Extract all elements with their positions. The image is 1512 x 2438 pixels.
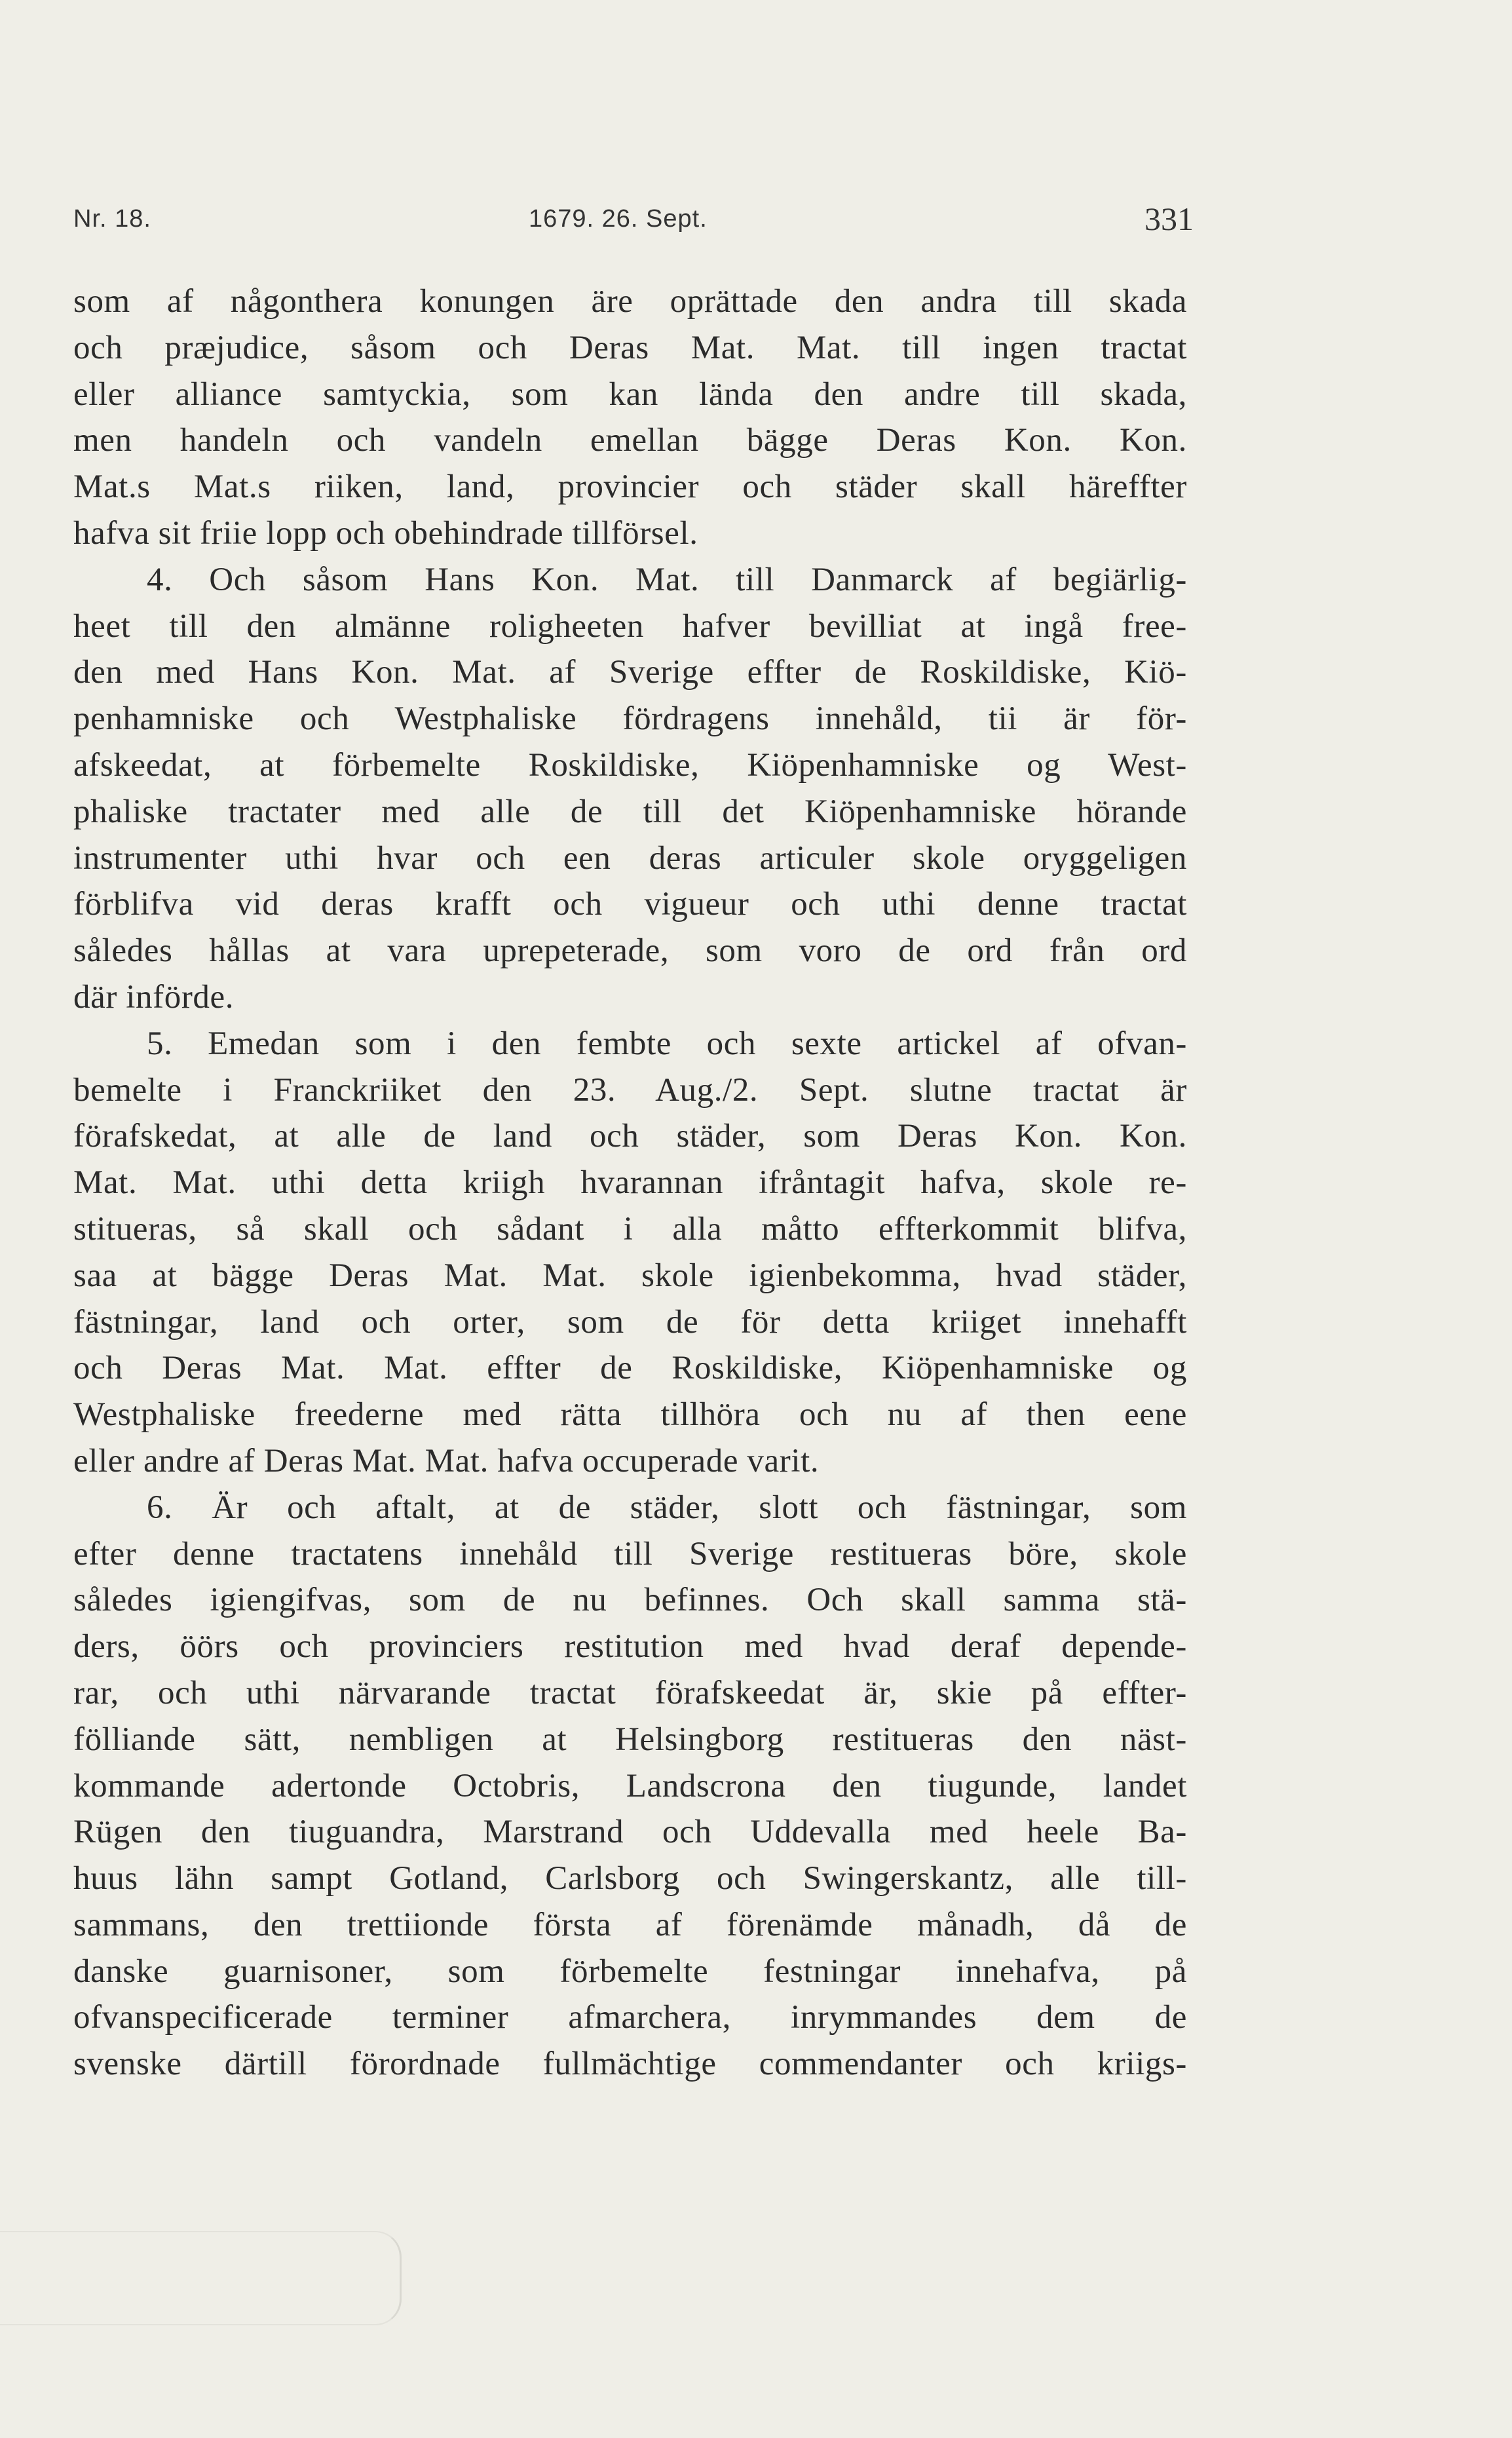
document-date: 1679. 26. Sept. xyxy=(529,205,708,233)
text-line: förafskedat, at alle de land och städer, som Deras Kon. Kon. xyxy=(73,1118,1187,1155)
text-line: efter denne tractatens innehåld till Sverige restitueras böre, skole xyxy=(73,1535,1187,1572)
text-line: men handeln och vandeln emellan bägge Deras Kon. Kon. xyxy=(73,422,1187,459)
text-line: stitueras, så skall och sådant i alla måtto effterkommit blifva, xyxy=(73,1210,1187,1248)
text-line: huus lähn sampt Gotland, Carlsborg och Swingerskantz, alle till- xyxy=(73,1860,1187,1897)
text-line: den med Hans Kon. Mat. af Sverige effter de Roskildiske, Kiö- xyxy=(73,654,1187,691)
text-line: fästningar, land och orter, som de för detta kriiget innehafft xyxy=(73,1303,1187,1341)
text-line: danske guarnisoner, som förbemelte festningar innehafva, på xyxy=(73,1952,1187,1990)
text-line: Mat.s Mat.s riiken, land, provincier och städer skall häreffter xyxy=(73,468,1187,506)
text-line: Mat. Mat. uthi detta kriigh hvarannan ifråntagit hafva, skole re- xyxy=(73,1164,1187,1202)
text-line: 4. Och såsom Hans Kon. Mat. till Danmarck af begiärlig- xyxy=(147,561,1187,598)
text-line: svenske därtill förordnade fullmächtige commendanter och kriigs- xyxy=(73,2046,1187,2083)
text-line: sammans, den trettiionde första af förenämde månadh, då de xyxy=(73,1906,1187,1943)
text-line: och Deras Mat. Mat. effter de Roskildiske, Kiöpenhamniske og xyxy=(73,1350,1187,1387)
text-line: där införde. xyxy=(73,978,235,1016)
text-line: heet till den almänne roligheeten hafver bevilliat at ingå free- xyxy=(73,607,1187,645)
text-line: som af någonthera konungen äre oprättade den andra till skada xyxy=(73,283,1187,320)
margin-bracket-mark xyxy=(0,2231,402,2325)
text-line: 5. Emedan som i den fembte och sexte artickel af ofvan- xyxy=(147,1025,1187,1062)
text-line: phaliske tractater med alle de till det Kiöpenhamniske hörande xyxy=(73,793,1187,830)
text-line: eller andre af Deras Mat. Mat. hafva occuperade varit. xyxy=(73,1442,820,1479)
text-line: hafva sit friie lopp och obehindrade tillförsel. xyxy=(73,514,698,552)
text-line: förblifva vid deras krafft och vigueur och uthi denne tractat xyxy=(73,886,1187,923)
text-line: saa at bägge Deras Mat. Mat. skole igienbekomma, hvad städer, xyxy=(73,1257,1187,1294)
text-line: 6. Är och aftalt, at de städer, slott och fästningar, som xyxy=(147,1489,1187,1526)
text-line: således igiengifvas, som de nu befinnes. Och skall samma stä- xyxy=(73,1582,1187,1619)
text-line: och præjudice, såsom och Deras Mat. Mat. till ingen tractat xyxy=(73,329,1187,366)
text-line: således hållas at vara uprepeterade, som voro de ord från ord xyxy=(73,932,1187,970)
text-line: bemelte i Franckriiket den 23. Aug./2. Sept. slutne tractat är xyxy=(73,1071,1187,1109)
text-line: penhamniske och Westphaliske fördragens innehåld, tii är för- xyxy=(73,700,1187,738)
text-line: fölliande sätt, nembligen at Helsingborg restitueras den näst- xyxy=(73,1721,1187,1758)
text-line: eller alliance samtyckia, som kan lända den andre till skada, xyxy=(73,375,1187,413)
document-number: Nr. 18. xyxy=(73,205,151,233)
text-line: afskeedat, at förbemelte Roskildiske, Kiöpenhamniske og West- xyxy=(73,746,1187,784)
text-line: kommande adertonde Octobris, Landscrona den tiugunde, landet xyxy=(73,1767,1187,1804)
page-number: 331 xyxy=(1144,200,1194,237)
text-line: instrumenter uthi hvar och een deras articuler skole oryggeligen xyxy=(73,839,1187,877)
text-line: rar, och uthi närvarande tractat förafskeedat är, skie på effter- xyxy=(73,1674,1187,1711)
page-header xyxy=(73,200,1194,246)
text-line: ofvanspecificerade terminer afmarchera, inrymmandes dem de xyxy=(73,1999,1187,2036)
text-line: Westphaliske freederne med rätta tillhöra och nu af then eene xyxy=(73,1396,1187,1434)
text-line: ders, öörs och provinciers restitution med hvad deraf depende- xyxy=(73,1628,1187,1666)
text-line: Rügen den tiuguandra, Marstrand och Uddevalla med heele Ba- xyxy=(73,1814,1187,1851)
body-text xyxy=(73,278,1187,2087)
